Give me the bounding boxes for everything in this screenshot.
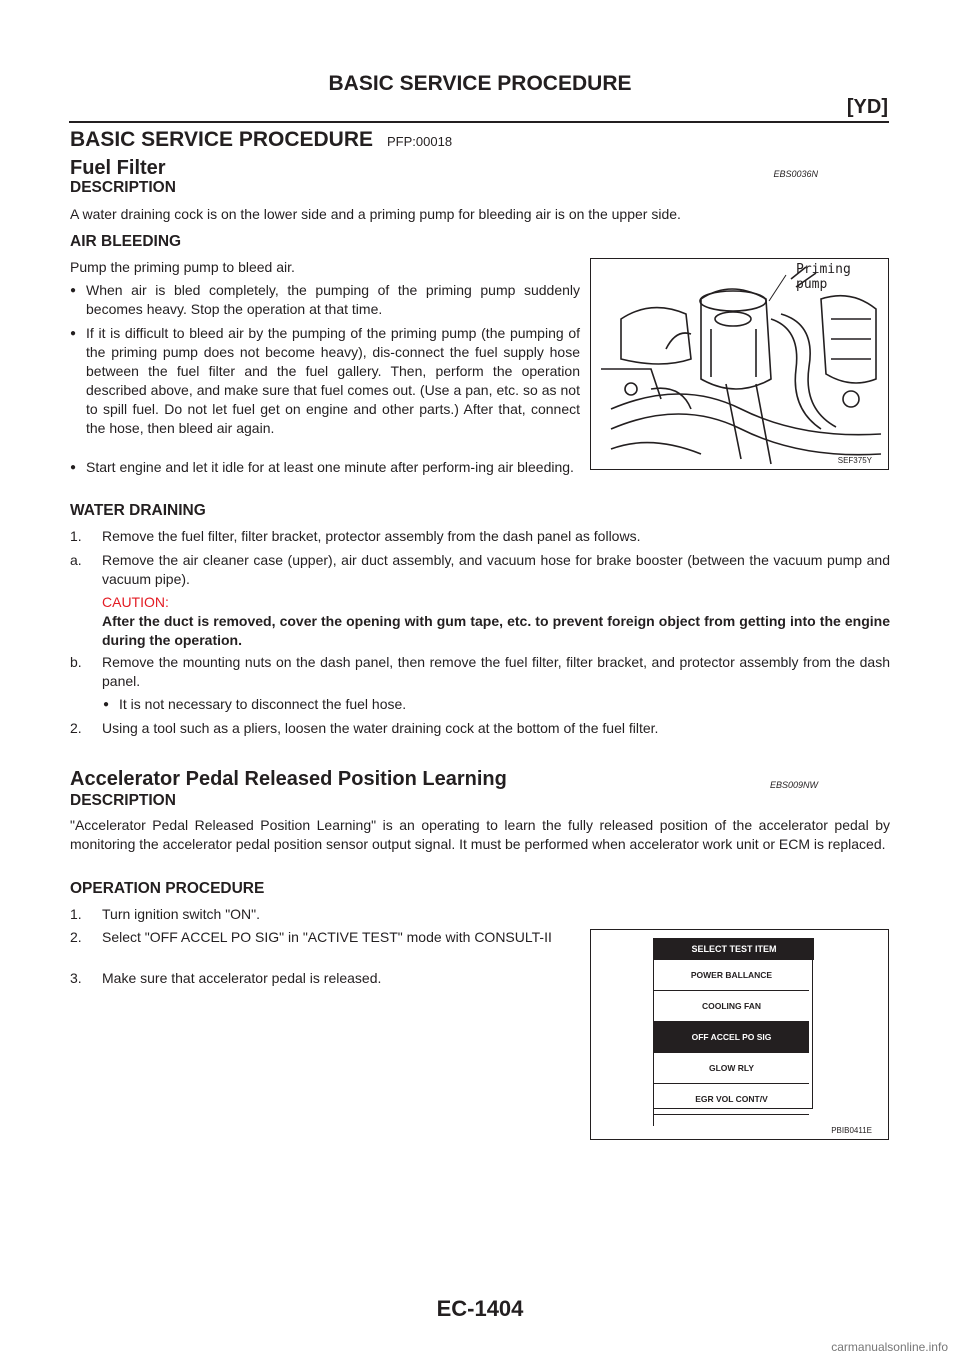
menu-item-cooling-fan[interactable]: COOLING FAN [654, 991, 809, 1022]
heading-description: DESCRIPTION [70, 179, 176, 196]
heading-description: DESCRIPTION [70, 792, 176, 809]
op-step-2 [70, 928, 580, 947]
step-number: 3. [70, 970, 82, 986]
caution-block [102, 593, 890, 650]
figure-code: PBIB0411E [831, 1126, 872, 1135]
air-bleeding-intro: Pump the priming pump to bleed air. [70, 259, 295, 275]
watermark: carmanualsonline.info [831, 1340, 948, 1354]
air-bullet-2: ● If it is difficult to bleed air by the pumping of the priming pump (the pumping of the priming pump does not become heavy), dis-connect the fuel supply hose between the fuel filter and the fuel gallery. Then, perform the operation described above, and make sure that fuel comes out. (Use a pan, etc. so as not to spill fuel. Do not let fuel get on engine and other parts.) After that, connect the hose, then bleed air again. [70, 324, 580, 438]
header-rule [69, 121, 889, 123]
section-title: Accelerator Pedal Released Position Learning [70, 768, 507, 790]
step-number: 2. [70, 929, 82, 945]
section-code: EBS0036N [773, 169, 818, 179]
figure-select-test-item [590, 929, 889, 1140]
menu-list [654, 960, 813, 1109]
step-text: Turn ignition switch "ON". [102, 906, 261, 922]
step-text: Remove the air cleaner case (upper), air duct assembly, and vacuum hose for brake booster (between the vacuum pump and vacuum pipe). [102, 552, 890, 587]
caution-text: After the duct is removed, cover the opening with gum tape, etc. to prevent foreign object from getting into the engine during the operation. [102, 613, 890, 648]
step-number: 1. [70, 528, 82, 544]
section-fuel-filter [70, 157, 890, 180]
figure-priming-pump [590, 258, 889, 470]
page-number: EC-1404 [436, 1296, 524, 1321]
page-title [70, 128, 452, 152]
step-text: Make sure that accelerator pedal is released. [102, 970, 382, 986]
air-bullet-1: ● When air is bled completely, the pumping of the priming pump suddenly becomes heavy. Stop the operation at that time. [70, 281, 580, 319]
page-title-text: BASIC SERVICE PROCEDURE [70, 128, 374, 151]
step-number: 1. [70, 906, 82, 922]
step-text: Select "OFF ACCEL PO SIG" in "ACTIVE TEST" mode with CONSULT-II [102, 929, 552, 945]
pfp-code: PFP:00018 [387, 134, 453, 149]
step-number: a. [70, 552, 82, 568]
menu-item-off-accel-po-sig[interactable]: OFF ACCEL PO SIG [654, 1022, 809, 1053]
air-bullet-3: ● Start engine and let it idle for at least one minute after perform-ing air bleeding. [70, 458, 580, 477]
running-header-title: BASIC SERVICE PROCEDURE [328, 72, 632, 95]
step-b [70, 653, 890, 691]
menu-item-power-ballance[interactable]: POWER BALLANCE [654, 960, 809, 991]
menu-item-egr-vol-cont[interactable]: EGR VOL CONT/V [654, 1084, 809, 1115]
op-step-1 [70, 905, 580, 924]
menu-title: SELECT TEST ITEM [654, 938, 814, 960]
paragraph-description: "Accelerator Pedal Released Position Learning" is an operating to learn the fully released position of the accelerator pedal by monitoring the accelerator pedal position sensor output signal. It must be performed when accelerator work unit or ECM is replaced. [70, 817, 890, 852]
step-2 [70, 719, 890, 738]
step-1 [70, 527, 890, 546]
menu-item-glow-rly[interactable]: GLOW RLY [654, 1053, 809, 1084]
step-text: Remove the fuel filter, filter bracket, protector assembly from the dash panel as follows. [102, 528, 641, 544]
step-text: Using a tool such as a pliers, loosen the water draining cock at the bottom of the fuel filter. [102, 720, 659, 736]
step-number: 2. [70, 720, 82, 736]
section-code: EBS009NW [769, 780, 818, 790]
engine-code: [YD] [846, 96, 888, 118]
heading-air-bleeding: AIR BLEEDING [70, 233, 182, 250]
figure-label-priming-pump: Priming pump [796, 262, 851, 292]
step-b-bullet: ● It is not necessary to disconnect the fuel hose. [103, 695, 889, 714]
figure-code: SEF375Y [837, 456, 872, 465]
op-step-3 [70, 969, 580, 988]
step-a [70, 551, 890, 589]
section-accelerator [70, 768, 890, 791]
heading-water-draining: WATER DRAINING [70, 502, 206, 519]
consult-screen [653, 938, 814, 1126]
caution-heading: CAUTION: [102, 594, 169, 610]
section-title: Fuel Filter [70, 157, 166, 179]
step-text: Remove the mounting nuts on the dash panel, then remove the fuel filter, filter bracket, and protector assembly from the dash panel. [102, 654, 890, 689]
step-number: b. [70, 654, 82, 670]
paragraph-description: A water draining cock is on the lower side and a priming pump for bleeding air is on the upper side. [70, 206, 681, 222]
heading-operation-procedure: OPERATION PROCEDURE [70, 880, 265, 897]
